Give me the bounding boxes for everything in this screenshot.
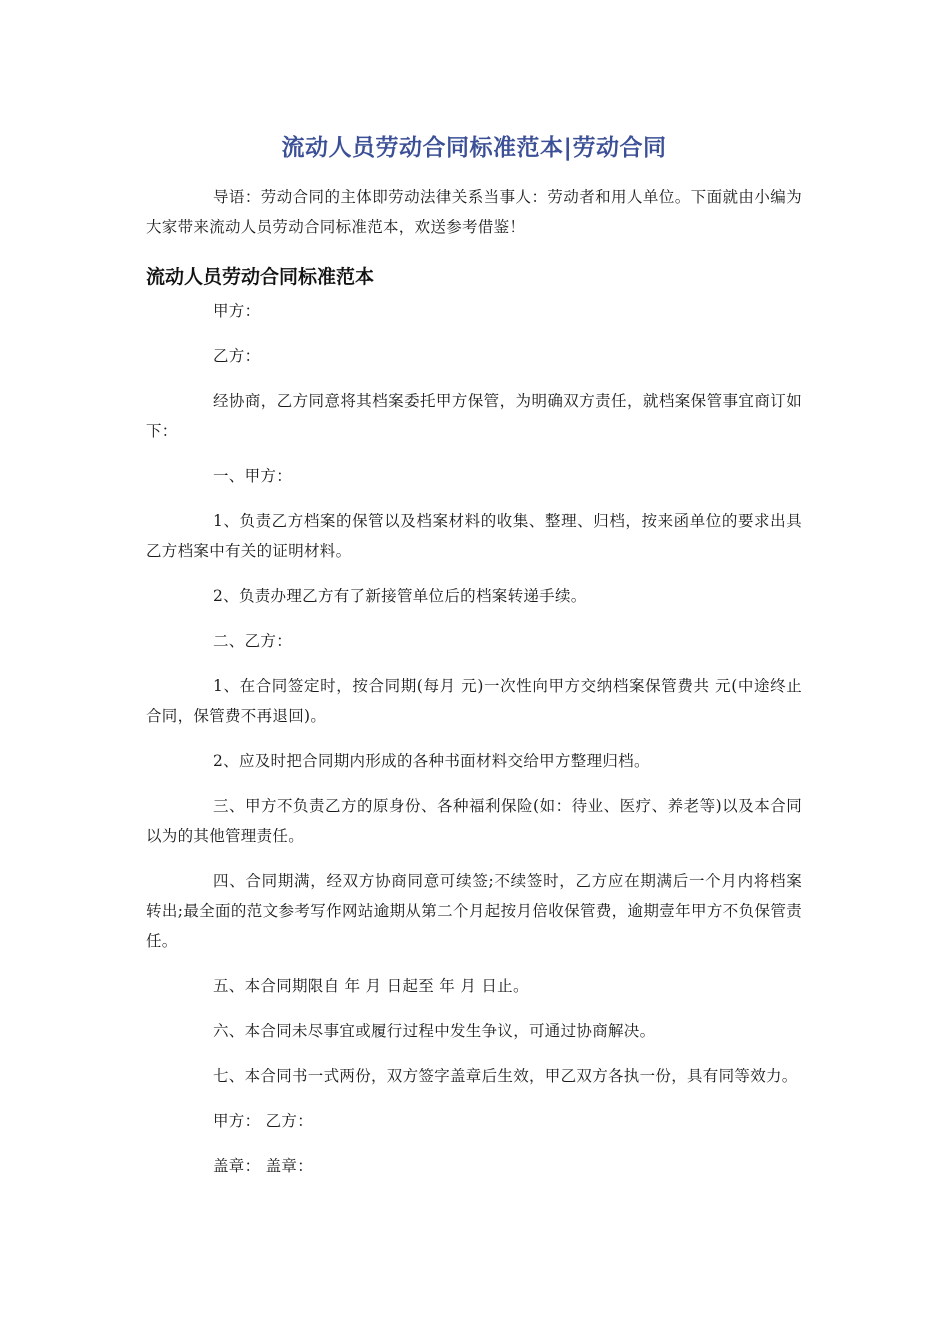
clause-party-b-1: 1、在合同签定时，按合同期(每月 元)一次性向甲方交纳档案保管费共 元(中途终止合同，保管费不再退回)。 [146, 677, 802, 725]
clause-party-b-2: 2、应及时把合同期内形成的各种书面材料交给甲方整理归档。 [213, 752, 650, 770]
section-heading: 流动人员劳动合同标准范本 [146, 266, 375, 288]
clause-five: 五、本合同期限自 年 月 日起至 年 月 日止。 [213, 977, 529, 995]
clause-party-a-2: 2、负责办理乙方有了新接管单位后的档案转递手续。 [213, 587, 587, 605]
clause-party-a-1: 1、负责乙方档案的保管以及档案材料的收集、整理、归档，按来函单位的要求出具乙方档案中有关的证明材料。 [146, 512, 802, 560]
clause-heading-party-b: 二、乙方： [213, 632, 293, 650]
clause-four: 四、合同期满，经双方协商同意可续签;不续签时，乙方应在期满后一个月内将档案转出;最全面的范文参考写作网站逾期从第二个月起按月倍收保管费，逾期壹年甲方不负保管责任。 [146, 872, 802, 950]
party-a-line: 甲方： [213, 302, 261, 320]
signature-line: 甲方： 乙方： [213, 1112, 314, 1130]
agreement-preamble: 经协商，乙方同意将其档案委托甲方保管，为明确双方责任，就档案保管事宜商订如下： [146, 392, 802, 440]
clause-three: 三、甲方不负责乙方的原身份、各种福利保险(如：待业、医疗、养老等)以及本合同以为的其他管理责任。 [146, 797, 802, 845]
clause-heading-party-a: 一、甲方： [213, 467, 293, 485]
party-b-line: 乙方： [213, 347, 261, 365]
intro-paragraph: 导语：劳动合同的主体即劳动法律关系当事人：劳动者和用人单位。下面就由小编为大家带来流动人员劳动合同标准范本，欢送参考借鉴！ [146, 188, 802, 236]
clause-six: 六、本合同未尽事宜或履行过程中发生争议，可通过协商解决。 [213, 1022, 656, 1040]
document-title: 流动人员劳动合同标准范本|劳动合同 [281, 135, 667, 161]
document-page [146, 128, 802, 1196]
seal-line: 盖章： 盖章： [213, 1157, 314, 1175]
clause-seven: 七、本合同书一式两份，双方签字盖章后生效，甲乙双方各执一份，具有同等效力。 [213, 1067, 798, 1085]
